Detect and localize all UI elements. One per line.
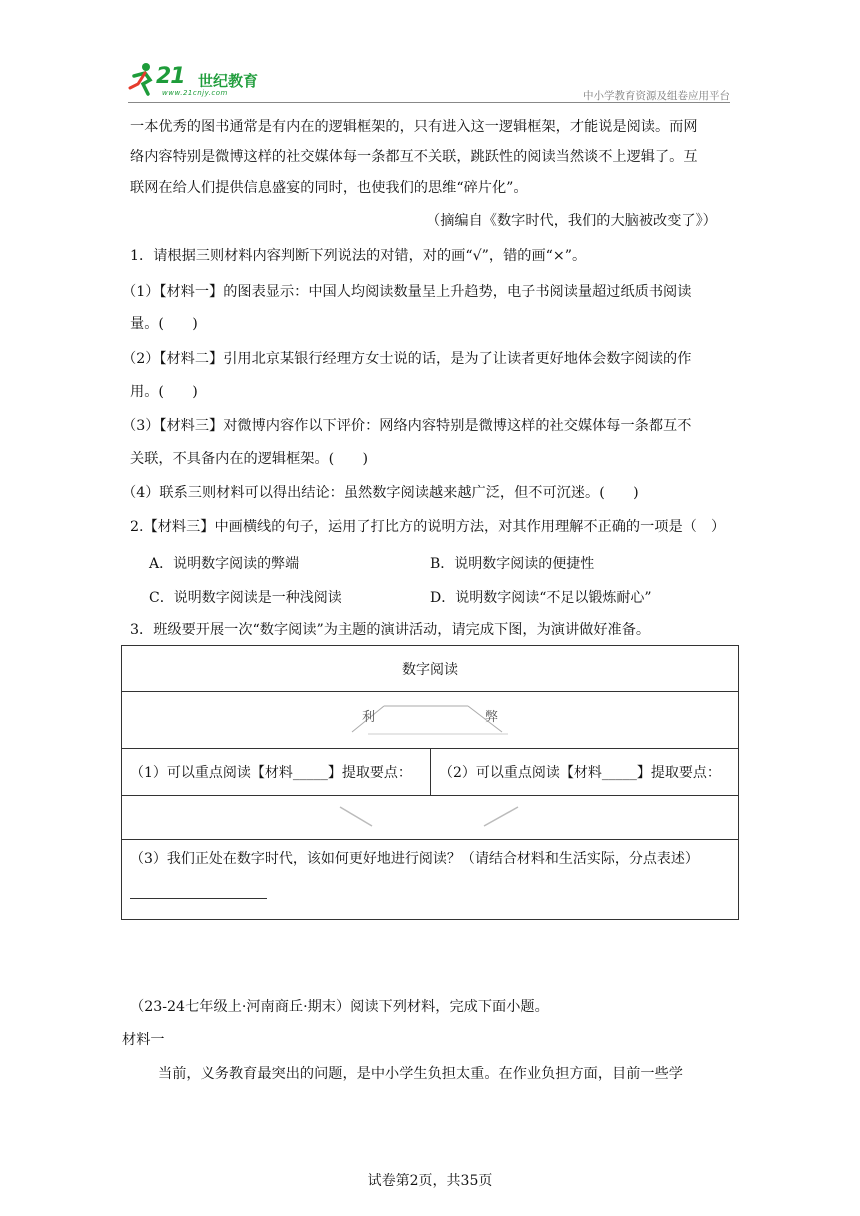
merge-arrows-icon: [122, 796, 738, 840]
cons-label: 弊: [485, 710, 499, 725]
q1-item-3: （3）【材料三】对微博内容作以下评价：网络内容特别是微博这样的社交媒体每一条都互不: [122, 418, 692, 434]
pros-material-cell[interactable]: （1）可以重点阅读【材料_____】提取要点：: [122, 749, 431, 796]
q1-item-2-cont: 用。( ): [130, 384, 198, 400]
passage-source: （摘编自《数字时代，我们的大脑被改变了》）: [426, 213, 717, 229]
q2-option-d[interactable]: D．说明数字阅读“不足以锻炼耐心”: [430, 590, 652, 606]
q3-stem: 3．班级要开展一次“数字阅读”为主题的演讲活动，请完成下图，为演讲做好准备。: [130, 622, 651, 638]
answer-blank[interactable]: [130, 898, 267, 899]
mind-map-table: [121, 645, 739, 920]
q1-item-4: （4）联系三则材料可以得出结论：虽然数字阅读越来越广泛，但不可沉迷。( ): [122, 485, 639, 501]
page-header: [128, 62, 730, 102]
q1-item-1-cont: 量。( ): [130, 316, 198, 332]
q2-option-a[interactable]: A．说明数字阅读的弊端: [149, 556, 300, 572]
header-divider: [128, 102, 730, 103]
runner-icon: [128, 62, 158, 96]
pros-cons-row: [122, 692, 739, 749]
page-number: 试卷第2页，共35页: [367, 1173, 493, 1189]
material-label: 材料一: [122, 1032, 165, 1048]
diagram-title: 数字阅读: [122, 646, 739, 692]
platform-tagline: 中小学教育资源及组卷应用平台: [583, 90, 730, 102]
material-first-line: 当前，义务教育最突出的问题，是中小学生负担太重。在作业负担方面，目前一些学: [158, 1066, 683, 1082]
q2-option-b[interactable]: B．说明数字阅读的便捷性: [430, 556, 595, 572]
reading-advice-cell[interactable]: [122, 840, 739, 920]
section-intro: （23-24七年级上·河南商丘·期末）阅读下列材料，完成下面小题。: [130, 999, 549, 1015]
q2-stem: 2.【材料三】中画横线的句子，运用了打比方的说明方法，对其作用理解不正确的一项是（ ）: [130, 519, 726, 535]
logo-name: 世纪教育: [198, 72, 259, 90]
passage-line: 一本优秀的图书通常是有内在的逻辑框架的，只有进入这一逻辑框架，才能说是阅读。而网: [130, 119, 698, 135]
pros-label: 利: [362, 710, 376, 725]
q1-stem: 1．请根据三则材料内容判断下列说法的对错，对的画“√”，错的画“×”。: [130, 248, 587, 264]
q1-item-2: （2）【材料二】引用北京某银行经理方女士说的话，是为了让读者更好地体会数字阅读的作: [122, 351, 692, 367]
logo-number: 21: [156, 64, 185, 89]
q2-option-c[interactable]: C．说明数字阅读是一种浅阅读: [149, 590, 342, 606]
passage-line: 络内容特别是微博这样的社交媒体每一条都互不关联，跳跃性的阅读当然谈不上逻辑了。互: [130, 149, 698, 165]
q1-item-1: （1）【材料一】的图表显示：中国人均阅读数量呈上升趋势，电子书阅读量超过纸质书阅读: [122, 284, 692, 300]
logo: [128, 62, 278, 100]
logo-url: www.21cnjy.com: [162, 89, 228, 97]
passage-line: 联网在给人们提供信息盛宴的同时，也使我们的思维“碎片化”。: [130, 180, 528, 196]
cons-material-cell[interactable]: （2）可以重点阅读【材料_____】提取要点：: [431, 749, 739, 796]
q1-item-3-cont: 关联，不具备内在的逻辑框架。( ): [130, 451, 369, 467]
reading-advice-prompt: （3）我们正处在数字时代，该如何更好地进行阅读？（请结合材料和生活实际，分点表述）: [130, 851, 699, 867]
branch-lines-icon: [122, 692, 738, 749]
arrow-row: [122, 796, 739, 840]
